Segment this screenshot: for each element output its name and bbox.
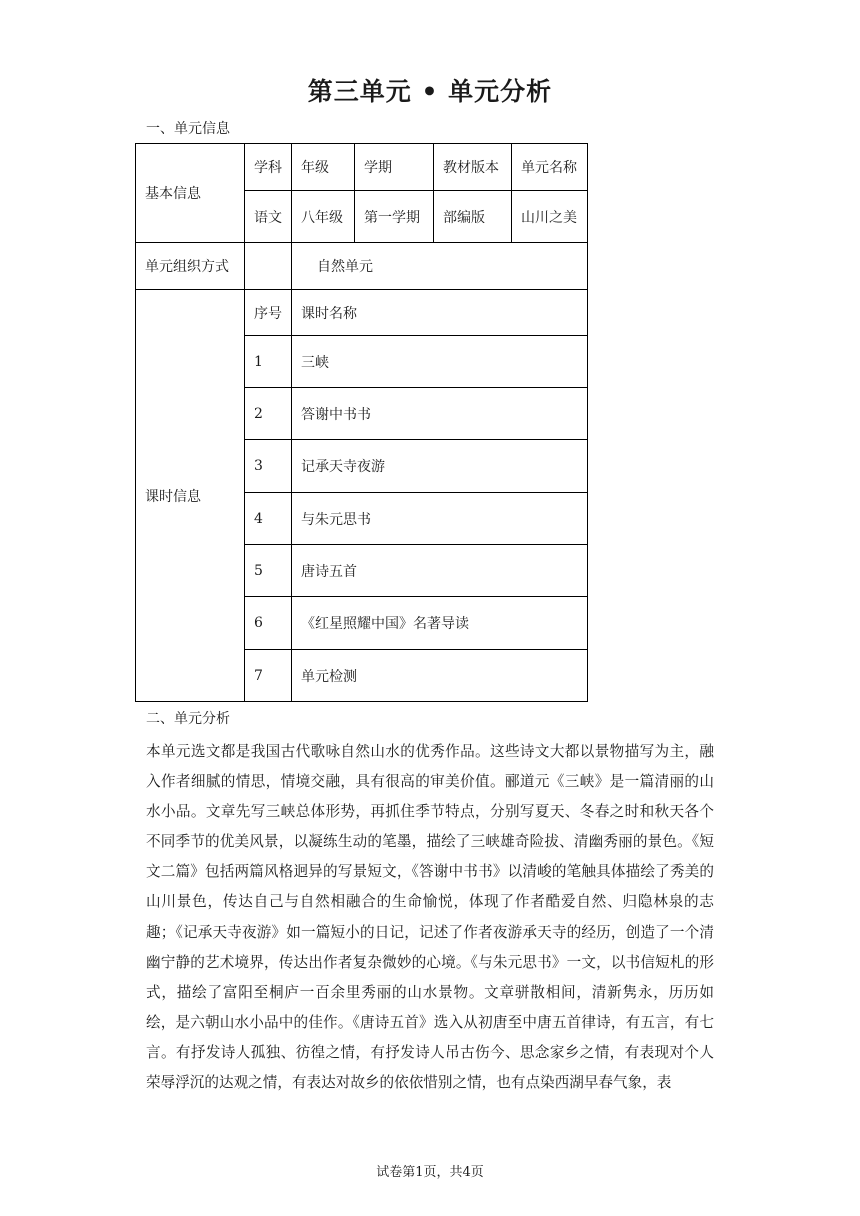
lesson-name: 《红星照耀中国》名著导读: [292, 597, 588, 650]
lesson-name: 三峡: [292, 336, 588, 388]
unit-info-table: [135, 143, 588, 702]
value-cell: 八年级: [292, 191, 355, 243]
basic-info-label: 基本信息: [136, 144, 245, 243]
empty-cell: [245, 243, 292, 290]
analysis-paragraph: 本单元选文都是我国古代歌咏自然山水的优秀作品。这些诗文大都以景物描写为主，融入作者细腻的情思，情境交融，具有很高的审美价值。郦道元《三峡》是一篇清丽的山水小品。文章先写三峡总体形势，再抓住季节特点，分别写夏天、冬春之时和秋天各个不同季节的优美风景，以凝练生动的笔墨，描绘了三峡雄奇险拔、清幽秀丽的景色。《短文二篇》包括两篇风格迥异的写景短文，《答谢中书书》以清峻的笔触具体描绘了秀美的山川景色，传达自己与自然相融合的生命愉悦，体现了作者酷爱自然、归隐林泉的志趣；《记承天寺夜游》如一篇短小的日记，记述了作者夜游承天寺的经历，创造了一个清幽宁静的艺术境界，传达出作者复杂微妙的心境。《与朱元思书》一文，以书信短札的形式，描绘了富阳至桐庐一百余里秀丽的山水景物。文章骈散相间，清新隽永，历历如绘，是六朝山水小品中的佳作。《唐诗五首》选入从初唐至中唐五首律诗，有五言，有七言。有抒发诗人孤独、彷徨之情，有抒发诗人吊古伤今、思念家乡之情，有表现对个人荣辱浮沉的达观之情，有表达对故乡的依依惜别之情，也有点染西湖早春气象，表: [146, 743, 714, 1092]
lesson-name: 单元检测: [292, 650, 588, 702]
lesson-no: 1: [245, 336, 292, 388]
organization-label: 单元组织方式: [136, 243, 245, 290]
header-cell: 教材版本: [434, 144, 512, 191]
value-cell: 山川之美: [512, 191, 588, 243]
lesson-no: 6: [245, 597, 292, 650]
lesson-name-header: 课时名称: [292, 290, 588, 336]
header-cell: 学科: [245, 144, 292, 191]
organization-value: 自然单元: [292, 243, 588, 290]
lesson-no: 7: [245, 650, 292, 702]
section-heading-unit-info: 一、单元信息: [146, 121, 230, 137]
page-title: 第三单元 • 单元分析: [307, 77, 553, 106]
lesson-no: 4: [245, 493, 292, 545]
header-cell: 年级: [292, 144, 355, 191]
lesson-no: 2: [245, 388, 292, 440]
value-cell: 第一学期: [355, 191, 434, 243]
header-cell: 学期: [355, 144, 434, 191]
lesson-no: 5: [245, 545, 292, 597]
table-row: [136, 290, 588, 336]
lesson-name: 记承天寺夜游: [292, 440, 588, 493]
lesson-name: 唐诗五首: [292, 545, 588, 597]
lesson-no-header: 序号: [245, 290, 292, 336]
value-cell: 部编版: [434, 191, 512, 243]
table-row: [136, 144, 588, 191]
section-heading-unit-analysis: 二、单元分析: [146, 711, 230, 727]
lesson-name: 与朱元思书: [292, 493, 588, 545]
lessons-label: 课时信息: [136, 290, 245, 702]
lesson-no: 3: [245, 440, 292, 493]
table-row: [136, 243, 588, 290]
value-cell: 语文: [245, 191, 292, 243]
lesson-name: 答谢中书书: [292, 388, 588, 440]
page-footer: 试卷第1页，共4页: [376, 1165, 484, 1180]
header-cell: 单元名称: [512, 144, 588, 191]
